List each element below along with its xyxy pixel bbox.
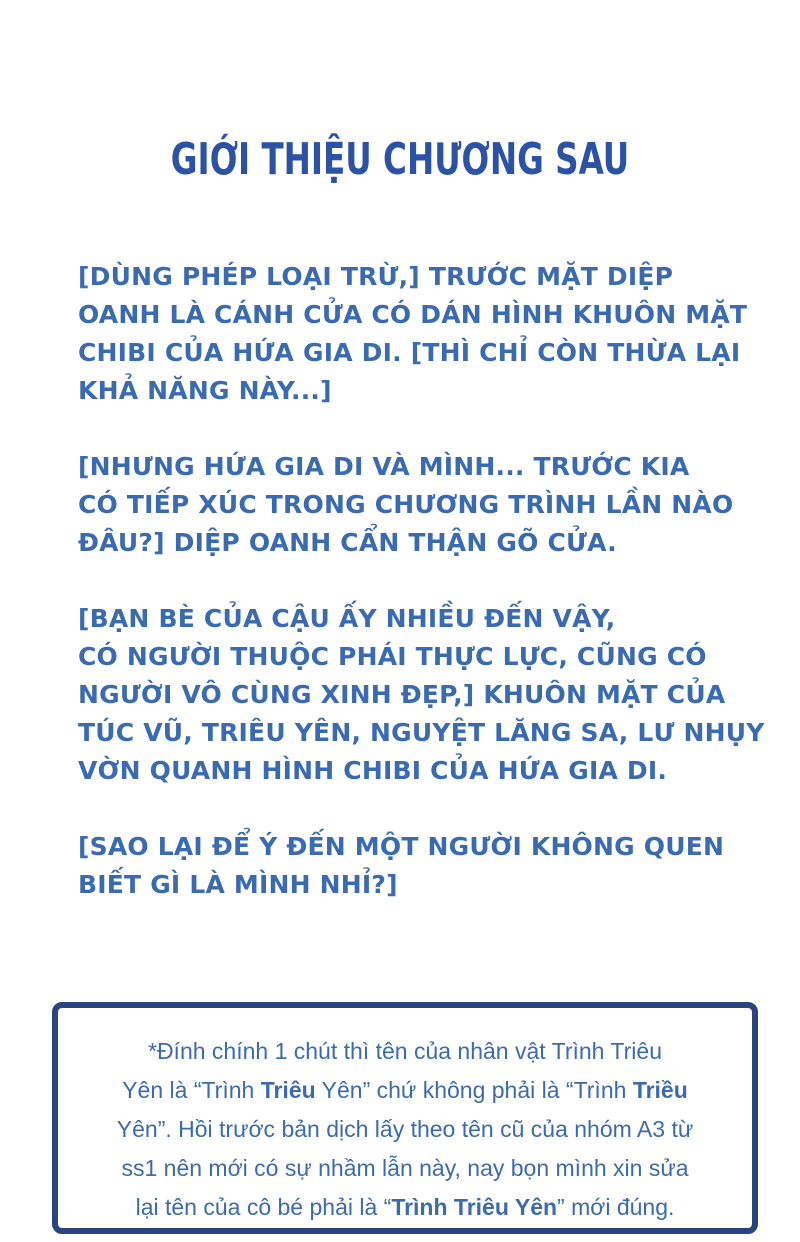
note-text: Yên”. Hồi trước bản dịch lấy theo tên cũ của nhóm A3 từ [116, 1116, 694, 1142]
note-line-5 [58, 1188, 752, 1227]
text-line: VỜN QUANH HÌNH CHIBI CỦA HỨA GIA DI. [78, 756, 668, 785]
note-line-2 [58, 1071, 752, 1110]
text-line: [SAO LẠI ĐỂ Ý ĐẾN MỘT NGƯỜI KHÔNG QUEN [78, 832, 725, 861]
text-line: [DÙNG PHÉP LOẠI TRỪ,] TRƯỚC MẶT DIỆP [78, 262, 674, 291]
note-line-4 [58, 1149, 752, 1188]
text-line: ĐÂU?] DIỆP OANH CẨN THẬN GÕ CỬA. [78, 528, 617, 557]
note-text: lại tên của cô bé phải là “ [135, 1194, 392, 1220]
correction-note-box [52, 1002, 758, 1234]
paragraph-3 [78, 600, 765, 790]
note-text: ss1 nên mới có sự nhầm lẫn này, nay bọn mình xin sửa [121, 1155, 689, 1181]
note-text: ” mới đúng. [557, 1194, 675, 1220]
note-text-bold: Trình Triêu Yên [391, 1194, 558, 1220]
chapter-preview-text [78, 258, 765, 942]
paragraph-1 [78, 258, 760, 410]
text-line: [BẠN BÈ CỦA CẬU ẤY NHIỀU ĐẾN VẬY, [78, 604, 616, 633]
text-line: KHẢ NĂNG NÀY...] [78, 376, 332, 405]
paragraph-4 [78, 828, 760, 904]
page-title: GIỚI THIỆU CHƯƠNG SAU [170, 134, 630, 185]
note-text-bold: Triêu [260, 1077, 316, 1103]
note-text: *Đính chính 1 chút thì tên của nhân vật Trình Triêu [148, 1038, 662, 1064]
text-line: BIẾT GÌ LÀ MÌNH NHỈ?] [78, 870, 398, 899]
text-line: CÓ TIẾP XÚC TRONG CHƯƠNG TRÌNH LẦN NÀO [78, 490, 734, 519]
paragraph-2 [78, 448, 760, 562]
note-text: Yên” chứ không phải là “Trình [315, 1077, 633, 1103]
text-line: [NHƯNG HỨA GIA DI VÀ MÌNH... TRƯỚC KIA [78, 452, 690, 481]
text-line: OANH LÀ CÁNH CỬA CÓ DÁN HÌNH KHUÔN MẶT [78, 300, 748, 329]
text-line: CHIBI CỦA HỨA GIA DI. [THÌ CHỈ CÒN THỪA LẠI [78, 338, 741, 367]
text-line: TÚC VŨ, TRIÊU YÊN, NGUYỆT LĂNG SA, LƯ NHỤY [78, 718, 765, 747]
note-text: Yên là “Trình [122, 1077, 261, 1103]
text-line: CÓ NGƯỜI THUỘC PHÁI THỰC LỰC, CŨNG CÓ [78, 642, 707, 671]
text-line: NGƯỜI VÔ CÙNG XINH ĐẸP,] KHUÔN MẶT CỦA [78, 680, 726, 709]
note-line-1 [58, 1032, 752, 1071]
note-text-bold: Triều [632, 1077, 688, 1103]
note-line-3 [58, 1110, 752, 1149]
